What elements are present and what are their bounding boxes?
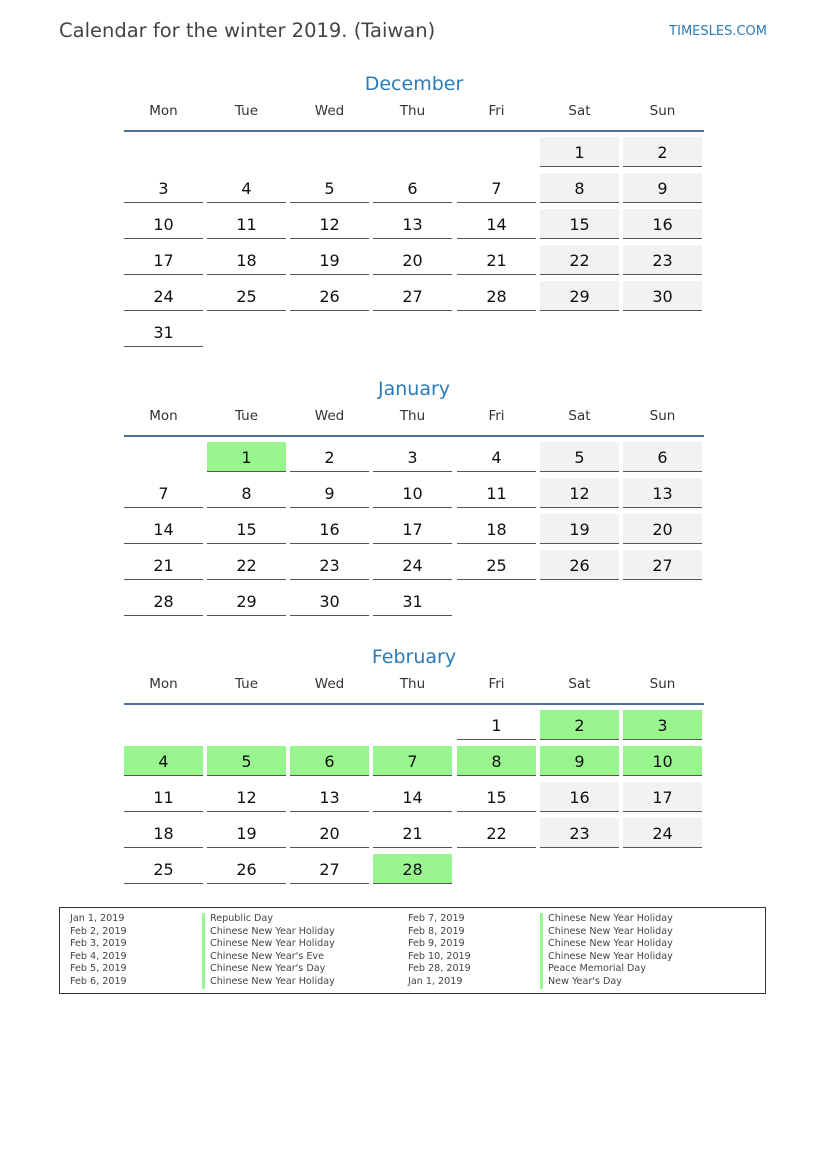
legend-item xyxy=(408,976,738,989)
weekday-tue: Tue xyxy=(234,408,259,424)
month-january xyxy=(124,375,704,611)
weekday-header xyxy=(124,98,704,132)
day-cell: 14 xyxy=(457,209,536,239)
day-cell: 1 xyxy=(207,442,286,472)
legend-date: Feb 10, 2019 xyxy=(408,950,471,962)
legend-holiday-name: Chinese New Year Holiday xyxy=(202,938,335,951)
day-cell: 27 xyxy=(290,854,369,884)
day-cell: 20 xyxy=(290,818,369,848)
legend-item xyxy=(70,926,400,939)
month-december xyxy=(124,70,704,342)
weekday-sun: Sun xyxy=(649,408,676,424)
weekday-thu: Thu xyxy=(399,408,426,424)
weekday-sat: Sat xyxy=(568,408,591,424)
legend-date: Feb 7, 2019 xyxy=(408,913,465,924)
day-cell: 10 xyxy=(373,478,452,508)
legend-holiday-name: Peace Memorial Day xyxy=(540,963,646,976)
weekday-fri: Fri xyxy=(488,103,505,119)
weekday-mon: Mon xyxy=(149,103,178,119)
day-cell: 19 xyxy=(207,818,286,848)
legend-item xyxy=(70,938,400,951)
legend-holiday-name: Chinese New Year Holiday xyxy=(540,951,673,964)
weekday-thu: Thu xyxy=(399,103,426,119)
day-cell: 18 xyxy=(124,818,203,848)
weekday-sat: Sat xyxy=(568,676,591,692)
day-cell: 11 xyxy=(124,782,203,812)
day-cell: 5 xyxy=(290,173,369,203)
day-cell: 8 xyxy=(540,173,619,203)
weekday-tue: Tue xyxy=(234,103,259,119)
legend-item xyxy=(70,963,400,976)
day-cell: 24 xyxy=(623,818,702,848)
day-cell: 7 xyxy=(124,478,203,508)
day-cell: 1 xyxy=(457,710,536,740)
day-cell: 21 xyxy=(124,550,203,580)
day-cell: 15 xyxy=(207,514,286,544)
day-cell: 24 xyxy=(124,281,203,311)
legend-date: Feb 28, 2019 xyxy=(408,963,471,975)
day-cell: 17 xyxy=(373,514,452,544)
day-cell: 6 xyxy=(373,173,452,203)
day-cell: 8 xyxy=(207,478,286,508)
day-cell: 10 xyxy=(124,209,203,239)
legend-date: Feb 8, 2019 xyxy=(408,925,465,937)
site-link[interactable]: TIMESLES.COM xyxy=(669,24,767,39)
legend-date: Feb 5, 2019 xyxy=(70,963,127,975)
legend-date: Feb 3, 2019 xyxy=(70,938,127,950)
day-cell: 18 xyxy=(207,245,286,275)
day-cell: 17 xyxy=(623,782,702,812)
day-cell: 16 xyxy=(540,782,619,812)
day-cell: 10 xyxy=(623,746,702,776)
day-cell: 11 xyxy=(457,478,536,508)
weekday-header xyxy=(124,671,704,705)
page-title: Calendar for the winter 2019. (Taiwan) xyxy=(59,19,436,42)
day-cell: 31 xyxy=(124,317,203,347)
day-cell: 9 xyxy=(623,173,702,203)
legend-date: Feb 6, 2019 xyxy=(70,976,127,987)
day-cell: 21 xyxy=(373,818,452,848)
day-cell: 5 xyxy=(540,442,619,472)
day-cell: 24 xyxy=(373,550,452,580)
legend-holiday-name: Chinese New Year Holiday xyxy=(202,926,335,939)
legend-holiday-name: Chinese New Year's Eve xyxy=(202,951,324,964)
legend-item xyxy=(70,913,400,926)
day-cell: 3 xyxy=(623,710,702,740)
day-cell: 9 xyxy=(540,746,619,776)
day-cell: 16 xyxy=(290,514,369,544)
day-cell: 6 xyxy=(623,442,702,472)
day-cell: 4 xyxy=(124,746,203,776)
day-cell: 22 xyxy=(207,550,286,580)
day-cell: 20 xyxy=(373,245,452,275)
day-cell: 14 xyxy=(373,782,452,812)
day-cell: 8 xyxy=(457,746,536,776)
day-cell: 13 xyxy=(290,782,369,812)
day-cell: 2 xyxy=(623,137,702,167)
day-cell: 4 xyxy=(207,173,286,203)
day-cell: 12 xyxy=(207,782,286,812)
day-cell: 19 xyxy=(290,245,369,275)
day-cell: 7 xyxy=(373,746,452,776)
day-cell: 23 xyxy=(623,245,702,275)
day-cell: 31 xyxy=(373,586,452,616)
weekday-fri: Fri xyxy=(488,676,505,692)
day-cell: 1 xyxy=(540,137,619,167)
weekday-sat: Sat xyxy=(568,103,591,119)
day-cell: 15 xyxy=(457,782,536,812)
day-cell: 30 xyxy=(290,586,369,616)
day-cell: 20 xyxy=(623,514,702,544)
legend-item xyxy=(408,963,738,976)
legend-item xyxy=(408,913,738,926)
day-cell: 6 xyxy=(290,746,369,776)
legend-item xyxy=(70,951,400,964)
day-cell: 22 xyxy=(457,818,536,848)
day-cell: 23 xyxy=(540,818,619,848)
day-cell: 26 xyxy=(290,281,369,311)
weekday-header xyxy=(124,403,704,437)
month-february xyxy=(124,643,704,879)
legend-date: Jan 1, 2019 xyxy=(70,913,125,924)
legend-date: Jan 1, 2019 xyxy=(408,976,463,987)
legend-date: Feb 4, 2019 xyxy=(70,950,127,962)
day-cell: 2 xyxy=(290,442,369,472)
weekday-thu: Thu xyxy=(399,676,426,692)
day-cell: 14 xyxy=(124,514,203,544)
day-cell: 27 xyxy=(373,281,452,311)
day-cell: 26 xyxy=(207,854,286,884)
month-title: January xyxy=(377,378,451,400)
day-cell: 2 xyxy=(540,710,619,740)
legend-holiday-name: Chinese New Year Holiday xyxy=(540,926,673,939)
day-cell: 15 xyxy=(540,209,619,239)
weekday-sun: Sun xyxy=(649,103,676,119)
weekday-wed: Wed xyxy=(314,408,345,424)
day-cell: 25 xyxy=(457,550,536,580)
month-title: February xyxy=(371,646,457,668)
day-cell: 21 xyxy=(457,245,536,275)
legend-holiday-name: New Year's Day xyxy=(540,976,622,989)
legend-holiday-name: Chinese New Year Holiday xyxy=(202,976,335,989)
day-cell: 29 xyxy=(207,586,286,616)
day-cell: 16 xyxy=(623,209,702,239)
weekday-fri: Fri xyxy=(488,408,505,424)
day-cell: 13 xyxy=(373,209,452,239)
weekday-tue: Tue xyxy=(234,676,259,692)
day-cell: 12 xyxy=(290,209,369,239)
legend-item xyxy=(408,938,738,951)
day-cell: 5 xyxy=(207,746,286,776)
day-cell: 25 xyxy=(207,281,286,311)
day-cell: 18 xyxy=(457,514,536,544)
day-cell: 17 xyxy=(124,245,203,275)
legend-holiday-name: Republic Day xyxy=(202,913,273,926)
weekday-sun: Sun xyxy=(649,676,676,692)
weekday-mon: Mon xyxy=(149,676,178,692)
day-cell: 26 xyxy=(540,550,619,580)
day-cell: 30 xyxy=(623,281,702,311)
day-cell: 3 xyxy=(124,173,203,203)
weekday-wed: Wed xyxy=(314,103,345,119)
weekday-mon: Mon xyxy=(149,408,178,424)
day-cell: 27 xyxy=(623,550,702,580)
day-cell: 23 xyxy=(290,550,369,580)
day-cell: 28 xyxy=(457,281,536,311)
legend-holiday-name: Chinese New Year Holiday xyxy=(540,913,673,926)
day-cell: 19 xyxy=(540,514,619,544)
legend-item xyxy=(70,976,400,989)
day-cell: 3 xyxy=(373,442,452,472)
day-cell: 22 xyxy=(540,245,619,275)
legend-item xyxy=(408,926,738,939)
legend-holiday-name: Chinese New Year Holiday xyxy=(540,938,673,951)
month-title: December xyxy=(364,73,464,95)
legend-item xyxy=(408,951,738,964)
day-cell: 11 xyxy=(207,209,286,239)
day-cell: 28 xyxy=(373,854,452,884)
day-cell: 12 xyxy=(540,478,619,508)
holiday-legend xyxy=(59,907,766,994)
day-cell: 9 xyxy=(290,478,369,508)
weekday-wed: Wed xyxy=(314,676,345,692)
legend-date: Feb 9, 2019 xyxy=(408,938,465,950)
legend-date: Feb 2, 2019 xyxy=(70,925,127,937)
legend-holiday-name: Chinese New Year's Day xyxy=(202,963,325,976)
day-cell: 7 xyxy=(457,173,536,203)
day-cell: 13 xyxy=(623,478,702,508)
day-cell: 29 xyxy=(540,281,619,311)
day-cell: 4 xyxy=(457,442,536,472)
day-cell: 25 xyxy=(124,854,203,884)
day-cell: 28 xyxy=(124,586,203,616)
